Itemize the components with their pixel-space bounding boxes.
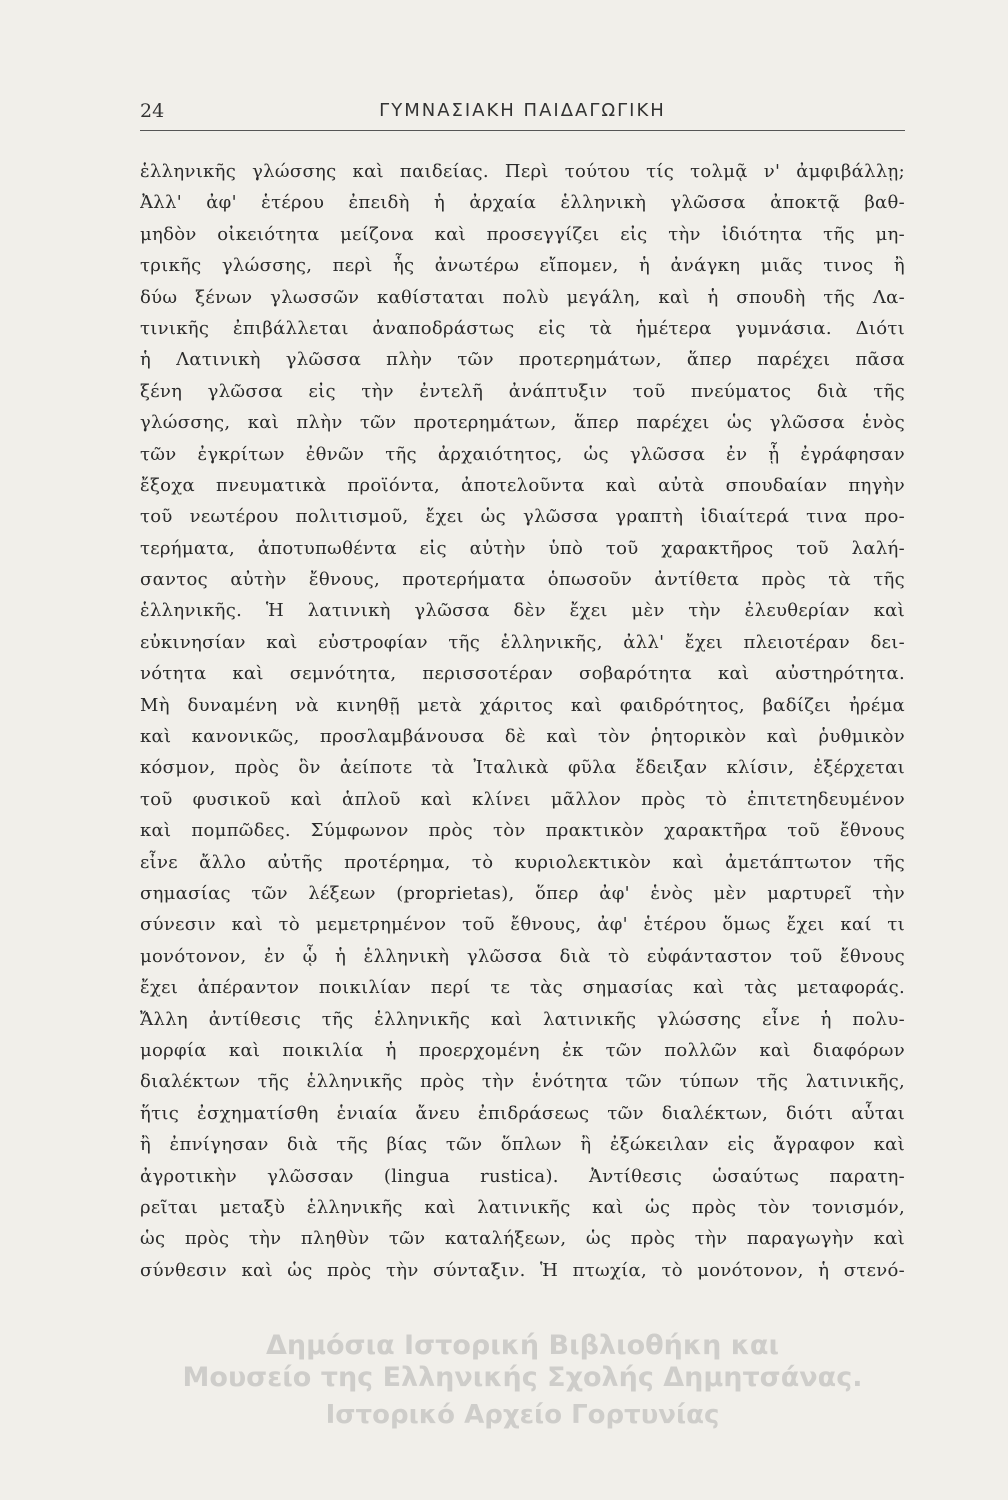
body-text — [140, 156, 905, 1286]
text-line: ἑλληνικῆς γλώσσης καὶ παιδείας. Περὶ τούτου τίς τολμᾷ ν' ἀμφιβάλλῃ; — [140, 161, 905, 182]
text-line: ἢ ἐπνίγησαν διὰ τῆς βίας τῶν ὅπλων ἢ ἐξώκειλαν εἰς ἄγραφον καὶ — [140, 1134, 905, 1156]
text-line: μορφία καὶ ποικιλία ἡ προερχομένη ἐκ τῶν πολλῶν καὶ διαφόρων — [140, 1039, 905, 1061]
text-line: τερήματα, ἀποτυπωθέντα εἰς αὐτὴν ὑπὸ τοῦ χαρακτῆρος τοῦ λαλή- — [140, 537, 905, 559]
text-line: μονότονον, ἐν ᾧ ἡ ἑλληνικὴ γλῶσσα διὰ τὸ εὐφάνταστον τοῦ ἔθνους — [140, 945, 905, 967]
running-title: ΓΥΜΝΑΣΙΑΚΗ ΠΑΙΔΑΓΩΓΙΚΗ — [379, 100, 666, 121]
page-number: 24 — [140, 100, 165, 122]
text-line: τοῦ νεωτέρου πολιτισμοῦ, ἔχει ὡς γλῶσσα γραπτὴ ἰδιαίτερά τινα προ- — [140, 506, 905, 528]
text-line: σημασίας τῶν λέξεων (proprietas), ὅπερ ἀφ' ἑνὸς μὲν μαρτυρεῖ τὴν — [140, 882, 905, 904]
text-line: ξένη γλῶσσα εἰς τὴν ἐντελῆ ἀνάπτυξιν τοῦ πνεύματος διὰ τῆς — [140, 380, 905, 402]
text-line: εὐκινησίαν καὶ εὐστροφίαν τῆς ἑλληνικῆς, ἀλλ' ἔχει πλειοτέραν δει- — [140, 631, 905, 653]
text-line: ρεῖται μεταξὺ ἑλληνικῆς καὶ λατινικῆς καὶ ὡς πρὸς τὸν τονισμόν, — [140, 1196, 905, 1218]
text-line: τρικῆς γλώσσης, περὶ ἧς ἀνωτέρω εἴπομεν, ἡ ἀνάγκη μιᾶς τινος ἢ — [140, 255, 905, 277]
text-line: τῶν ἐγκρίτων ἐθνῶν τῆς ἀρχαιότητος, ὡς γλῶσσα ἐν ᾗ ἐγράφησαν — [140, 443, 905, 465]
text-line: νότητα καὶ σεμνότητα, περισσοτέραν σοβαρότητα καὶ αὐστηρότητα. — [140, 663, 905, 685]
text-line: ἑλληνικῆς. Ἡ λατινικὴ γλῶσσα δὲν ἔχει μὲν τὴν ἐλευθερίαν καὶ — [140, 600, 905, 622]
text-line: σαντος αὐτὴν ἔθνους, προτερήματα ὁπωσοῦν ἀντίθετα πρὸς τὰ τῆς — [140, 569, 905, 591]
text-line: Μὴ δυναμένη νὰ κινηθῇ μετὰ χάριτος καὶ φαιδρότητος, βαδίζει ἠρέμα — [140, 694, 905, 716]
text-line: καὶ κανονικῶς, προσλαμβάνουσα δὲ καὶ τὸν ῥητορικὸν καὶ ῥυθμικὸν — [140, 726, 905, 748]
text-line: ἡ Λατινικὴ γλῶσσα πλὴν τῶν προτερημάτων, ἅπερ παρέχει πᾶσα — [140, 349, 905, 371]
text-line: γλώσσης, καὶ πλὴν τῶν προτερημάτων, ἅπερ παρέχει ὡς γλῶσσα ἑνὸς — [140, 412, 905, 434]
text-line: κόσμον, πρὸς ὃν ἀείποτε τὰ Ἰταλικὰ φῦλα ἔδειξαν κλίσιν, ἐξέρχεται — [140, 757, 905, 779]
text-line: τινικῆς ἐπιβάλλεται ἀναποδράστως εἰς τὰ ἡμέτερα γυμνάσια. Διότι — [140, 317, 905, 339]
text-line: δύω ξένων γλωσσῶν καθίσταται πολὺ μεγάλη, καὶ ἡ σπουδὴ τῆς Λα- — [140, 286, 905, 308]
text-line: εἶνε ἄλλο αὐτῆς προτέρημα, τὸ κυριολεκτικὸν καὶ ἀμετάπτωτον τῆς — [140, 851, 905, 873]
text-line: Ἄλλη ἀντίθεσις τῆς ἑλληνικῆς καὶ λατινικῆς γλώσσης εἶνε ἡ πολυ- — [140, 1008, 905, 1030]
text-line: ἔξοχα πνευματικὰ προϊόντα, ἀποτελοῦντα καὶ αὐτὰ σπουδαίαν πηγὴν — [140, 474, 905, 496]
text-line: ἔχει ἀπέραντον ποικιλίαν περί τε τὰς σημασίας καὶ τὰς μεταφοράς. — [140, 977, 905, 999]
watermark-line-2: Μουσείο της Ελληνικής Σχολής Δημητσάνας. — [182, 1362, 863, 1393]
watermark-line-1: Δημόσια Ιστορική Βιβλιοθήκη και — [266, 1330, 779, 1361]
text-line: ὡς πρὸς τὴν πληθὺν τῶν καταλήξεων, ὡς πρὸς τὴν παραγωγὴν καὶ — [140, 1228, 905, 1250]
page-header — [140, 100, 905, 131]
watermark-line-3: Ιστορικό Αρχείο Γορτυνίας — [325, 1400, 720, 1430]
text-line: καὶ πομπῶδες. Σύμφωνον πρὸς τὸν πρακτικὸν χαρακτῆρα τοῦ ἔθνους — [140, 820, 905, 842]
text-line: ἀγροτικὴν γλῶσσαν (lingua rustica). Ἀντίθεσις ὡσαύτως παρατη- — [140, 1165, 905, 1187]
text-line: διαλέκτων τῆς ἑλληνικῆς πρὸς τὴν ἑνότητα τῶν τύπων τῆς λατινικῆς, — [140, 1071, 905, 1093]
text-line: Ἀλλ' ἀφ' ἑτέρου ἐπειδὴ ἡ ἀρχαία ἑλληνικὴ γλῶσσα ἀποκτᾷ βαθ- — [140, 192, 905, 214]
text-line: σύνθεσιν καὶ ὡς πρὸς τὴν σύνταξιν. Ἡ πτωχία, τὸ μονότονον, ἡ στενό- — [140, 1259, 905, 1281]
text-line: σύνεσιν καὶ τὸ μεμετρημένον τοῦ ἔθνους, ἀφ' ἑτέρου ὅμως ἔχει καί τι — [140, 914, 905, 936]
text-line: μηδὸν οἰκειότητα μείζονα καὶ προσεγγίζει εἰς τὴν ἰδιότητα τῆς μη- — [140, 223, 905, 245]
text-line: ἥτις ἐσχηματίσθη ἑνιαία ἄνευ ἐπιδράσεως τῶν διαλέκτων, διότι αὗται — [140, 1102, 905, 1124]
text-line: τοῦ φυσικοῦ καὶ ἁπλοῦ καὶ κλίνει μᾶλλον πρὸς τὸ ἐπιτετηδευμένον — [140, 788, 905, 810]
